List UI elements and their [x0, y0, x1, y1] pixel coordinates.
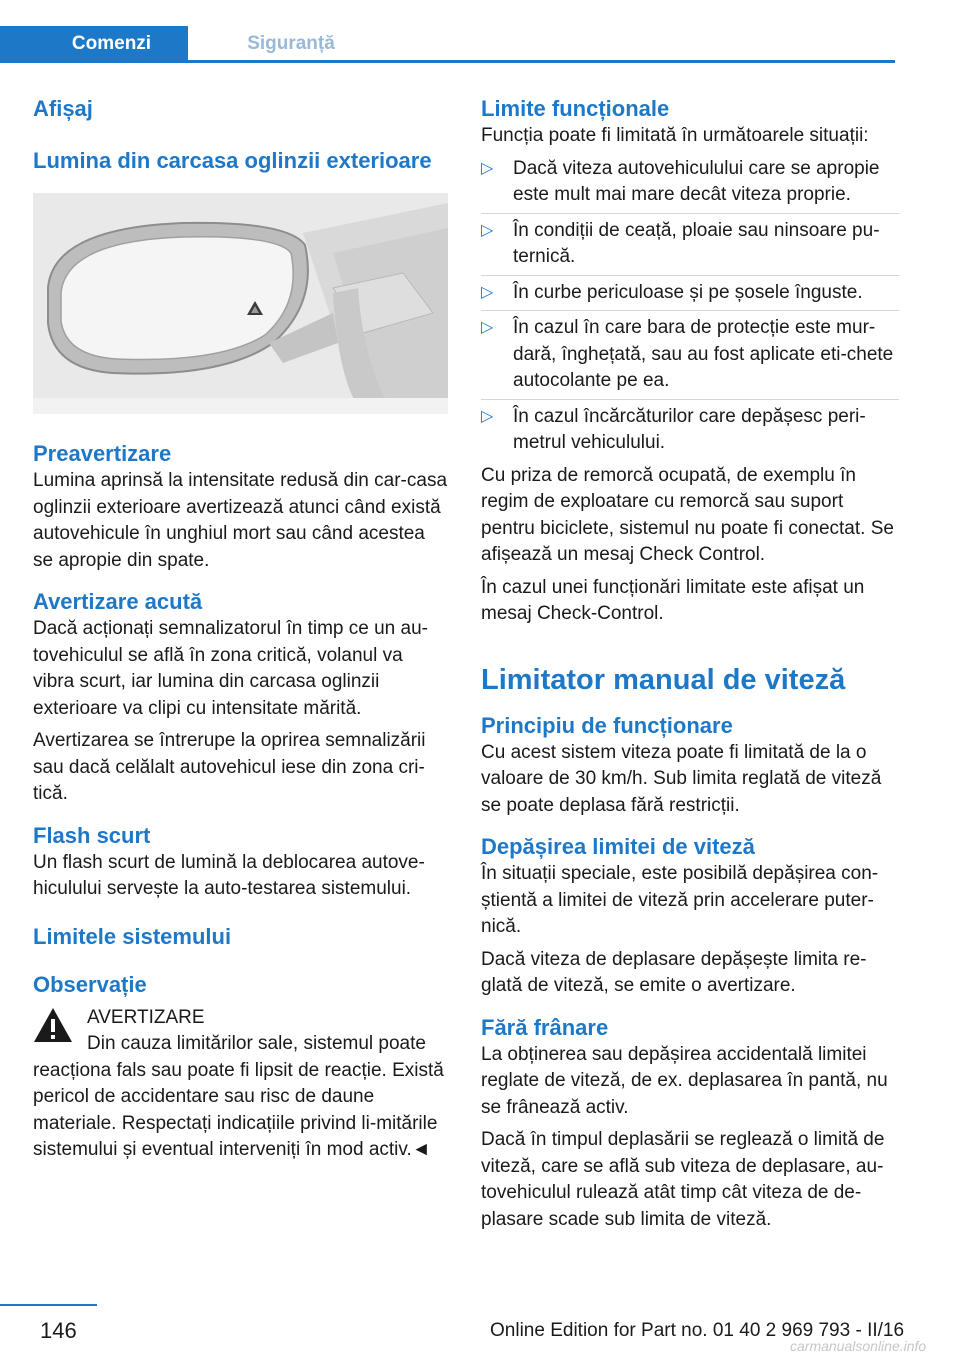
triangle-bullet-icon: ▷ — [481, 221, 494, 239]
warning-triangle-icon — [33, 1007, 73, 1043]
mirror-drawing — [33, 193, 448, 414]
list-divider — [481, 399, 899, 400]
list-divider — [481, 213, 899, 214]
tab-comenzi[interactable]: Comenzi — [0, 26, 188, 62]
text-limite-p2: În cazul unei funcționări limitate este afișat un mesaj Check-Control. — [481, 576, 865, 624]
heading-afisaj: Afișaj — [33, 96, 93, 121]
footer-edition: Online Edition for Part no. 01 40 2 969 793 - II/16 — [490, 1320, 905, 1341]
list-item: ▷ Dacă viteza autovehiculului care se apropie este mult mai mare decât viteza proprie. — [481, 157, 880, 205]
section-tabs — [0, 26, 394, 62]
triangle-bullet-icon: ▷ — [481, 319, 494, 336]
heading-observatie: Observație — [33, 971, 147, 997]
text-depasirea-1: În situații speciale, este posibilă depășirea con‐știentă a limitei de viteză prin accelerare puter‐nică. — [481, 863, 879, 937]
limits-list — [481, 156, 899, 457]
page-number: 146 — [40, 1318, 77, 1343]
right-column — [481, 95, 899, 1233]
heading-depasirea: Depășirea limitei de viteză — [481, 834, 755, 859]
text-limite-intro: Funcția poate fi limitată în următoarele situații: — [481, 125, 869, 146]
heading-preavertizare: Preavertizare — [33, 441, 172, 466]
triangle-bullet-icon: ▷ — [481, 407, 494, 425]
list-item: ▷ În cazul în care bara de protecție este mur‐dară, înghețată, sau au fost aplicate eti‐chete autocolante pe ea. — [481, 317, 894, 391]
heading-avertizare-acuta: Avertizare acută — [33, 589, 203, 614]
list-divider — [481, 310, 899, 311]
tab-underline — [0, 60, 895, 63]
heading-principiu: Principiu de funcționare — [481, 712, 733, 738]
triangle-bullet-icon: ▷ — [481, 159, 494, 177]
list-item: ▷ În curbe periculoase și pe șosele înguste. — [481, 280, 899, 307]
warning-text-first: Din cauza limitărilor sale, sistemul poate — [87, 1033, 426, 1054]
text-fara-franare-2: Dacă în timpul deplasării se reglează o limită de viteză, care se află sub viteza de deplasare, au‐tovehiculul rulează atât timp cât viteza de de‐plasare scade sub limita de viteză. — [481, 1129, 885, 1230]
watermark: carmanualsonline.info — [790, 1338, 927, 1354]
left-column — [33, 95, 448, 1164]
triangle-bullet-icon: ▷ — [481, 283, 494, 301]
text-fara-franare-1: La obținerea sau depășirea accidentală limitei reglate de viteză, de ex. deplasarea în pantă, nu se frânează activ. — [481, 1043, 888, 1118]
text-principiu: Cu acest sistem viteza poate fi limitată de la o valoare de 30 km/h. Sub limita reglată de viteză se poate deplasa fără restricții. — [481, 741, 882, 816]
list-item: ▷ În cazul încărcăturilor care depășesc peri‐metrul vehiculului. — [481, 405, 866, 453]
list-divider — [481, 275, 899, 276]
text-depasirea-2: Dacă viteza de deplasare depășește limita re‐glată de viteză, se emite o avertizare. — [481, 948, 867, 996]
page-number-rule — [0, 1304, 97, 1306]
text-acuta-1: Dacă acționați semnalizatorul în timp ce un au‐tovehiculul se află în zona critică, volanul va vibra scurt, iar lumina din carcasa oglinzii exterioare va clipi cu intensitate mărită. — [33, 618, 428, 719]
list-item: ▷ În condiții de ceață, ploaie sau ninsoare pu‐ternică. — [481, 219, 880, 267]
warning-block — [33, 1005, 448, 1164]
text-limite-p1: Cu priza de remorcă ocupată, de exemplu în regim de exploatare cu remorcă sau suport pentru biciclete, sistemul nu poate fi conectat. Se afișează un mesaj Check Control. — [481, 464, 894, 565]
heading-limitator: Limitator manual de viteză — [481, 663, 846, 696]
tab-siguranta[interactable]: Siguranță — [247, 33, 335, 54]
warning-label: AVERTIZARE — [87, 1006, 205, 1028]
heading-flash-scurt: Flash scurt — [33, 822, 151, 848]
heading-fara-franare: Fără frânare — [481, 1014, 609, 1040]
heading-limite-functionale: Limite funcționale — [481, 96, 670, 121]
heading-mirror-light: Lumina din carcasa oglinzii exterioare — [33, 148, 432, 173]
mirror-illustration — [33, 193, 448, 414]
heading-limitele-sistemului: Limitele sistemului — [33, 923, 232, 949]
text-acuta-2: Avertizarea se întrerupe la oprirea semnalizării sau dacă celălalt autovehicul iese din zona cri‐tică. — [33, 730, 426, 804]
warning-text-rest: reacționa fals sau poate fi lipsit de reacție. Există pericol de accidentare sau risc de daune materiale. Respectați indicațiile privind li‐mitările sistemului și eventual interveniți în mod activ.◄ — [33, 1059, 444, 1160]
text-preavertizare: Lumina aprinsă la intensitate redusă din car‐casa oglinzii exterioare avertizează atunci când există autovehicule în unghiul mort sau când acestea se apropie din spate. — [33, 470, 448, 571]
text-flash: Un flash scurt de lumină la deblocarea autove‐hiculului servește la auto-testarea sistemului. — [33, 851, 425, 899]
